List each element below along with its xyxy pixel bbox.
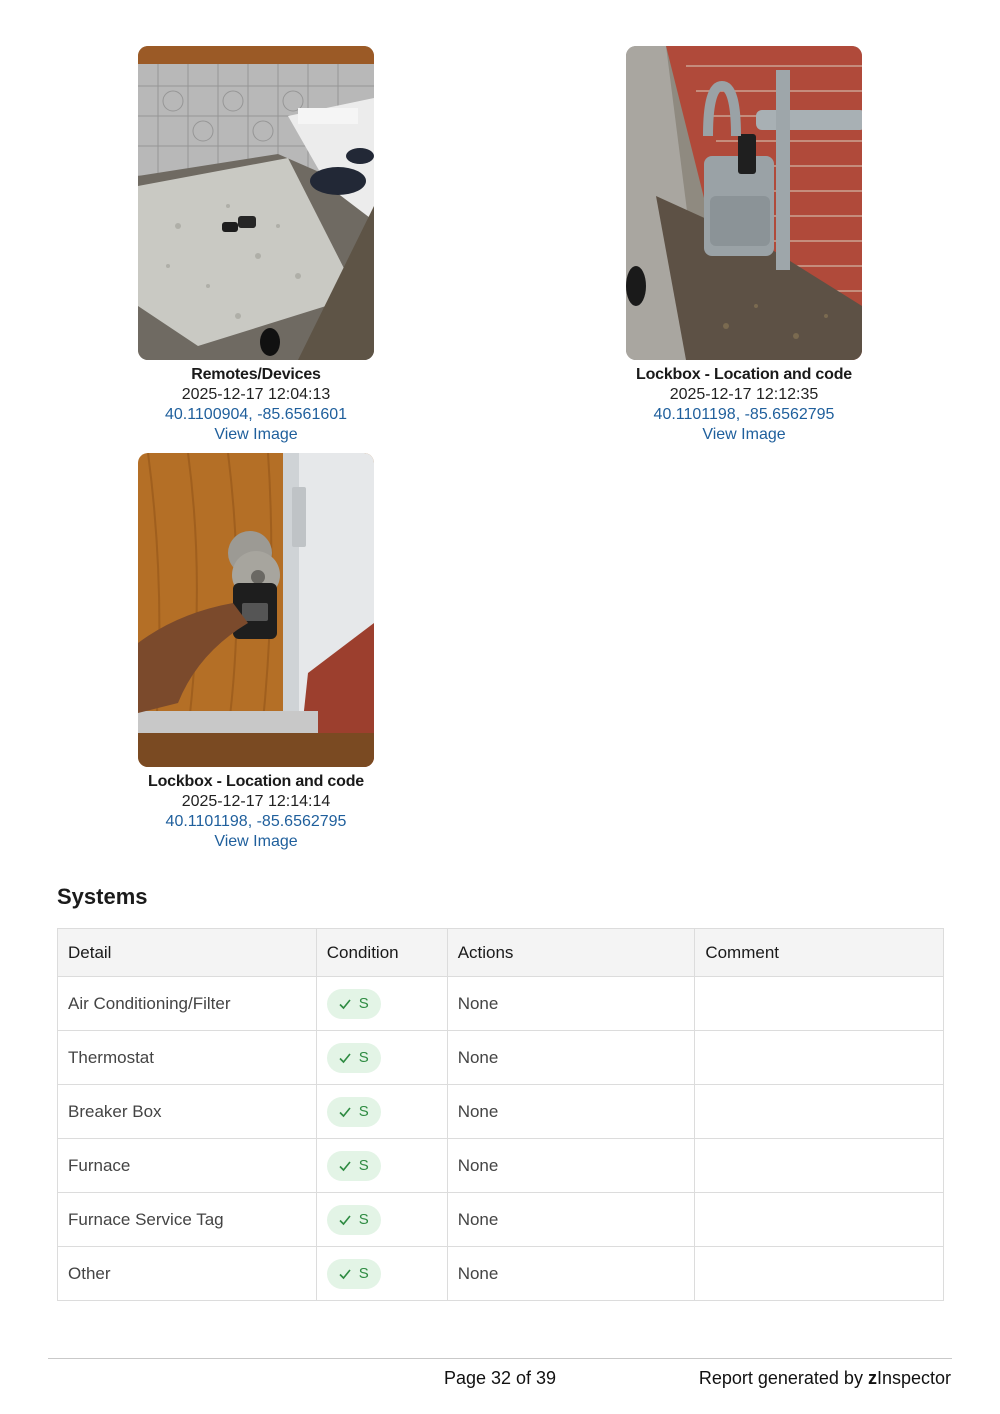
condition-cell [316, 1193, 447, 1247]
condition-cell [316, 977, 447, 1031]
condition-label: S [358, 1265, 369, 1282]
systems-table [57, 928, 944, 1301]
column-header: Actions [447, 929, 695, 977]
photo-timestamp: 2025-12-17 12:04:13 [181, 386, 331, 403]
actions-cell: None [447, 1139, 695, 1193]
photo-title: Remotes/Devices [191, 366, 321, 383]
detail-cell: Air Conditioning/Filter [58, 977, 317, 1031]
column-header: Condition [316, 929, 447, 977]
check-icon [339, 1106, 351, 1118]
condition-cell [316, 1139, 447, 1193]
condition-badge [327, 1151, 381, 1181]
table-row [58, 977, 944, 1031]
photo-card [138, 453, 374, 852]
condition-badge [327, 1097, 381, 1127]
condition-badge [327, 1205, 381, 1235]
comment-cell [695, 1031, 944, 1085]
table-row [58, 1031, 944, 1085]
generated-prefix: Report generated by [698, 1368, 868, 1388]
comment-cell [695, 1085, 944, 1139]
photo-card [138, 46, 374, 445]
actions-cell: None [447, 1247, 695, 1301]
comment-cell [695, 977, 944, 1031]
brand-bold: z [867, 1368, 877, 1388]
photo-title: Lockbox - Location and code [636, 366, 852, 383]
column-header: Detail [58, 929, 317, 977]
condition-badge [327, 1043, 381, 1073]
comment-cell [695, 1139, 944, 1193]
table-row [58, 1085, 944, 1139]
page-number: Page 32 of 39 [443, 1368, 557, 1388]
condition-label: S [358, 1049, 369, 1066]
photo-card [626, 46, 862, 445]
generated-by [699, 1368, 951, 1389]
table-row [58, 1139, 944, 1193]
comment-cell [695, 1247, 944, 1301]
brand-rest: Inspector [876, 1368, 951, 1388]
actions-cell: None [447, 1031, 695, 1085]
condition-cell [316, 1247, 447, 1301]
check-icon [339, 1052, 351, 1064]
condition-label: S [358, 995, 369, 1012]
detail-cell: Breaker Box [58, 1085, 317, 1139]
condition-cell [316, 1085, 447, 1139]
condition-label: S [358, 1103, 369, 1120]
check-icon [339, 1160, 351, 1172]
footer-divider [48, 1358, 952, 1359]
photo-coords-link[interactable]: 40.1100904, -85.6561601 [164, 406, 348, 423]
column-header: Comment [695, 929, 944, 977]
view-image-link[interactable]: View Image [214, 833, 298, 850]
photo-timestamp: 2025-12-17 12:12:35 [669, 386, 819, 403]
condition-badge [327, 989, 381, 1019]
view-image-link[interactable]: View Image [214, 426, 298, 443]
table-row [58, 1247, 944, 1301]
section-title: Systems [57, 884, 148, 909]
photo-lockbox-door[interactable] [138, 453, 374, 767]
comment-cell [695, 1193, 944, 1247]
photo-remotes[interactable] [138, 46, 374, 360]
actions-cell: None [447, 977, 695, 1031]
detail-cell: Thermostat [58, 1031, 317, 1085]
photo-coords-link[interactable]: 40.1101198, -85.6562795 [653, 406, 835, 423]
check-icon [339, 998, 351, 1010]
detail-cell: Furnace Service Tag [58, 1193, 317, 1247]
actions-cell: None [447, 1085, 695, 1139]
condition-label: S [358, 1211, 369, 1228]
condition-badge [327, 1259, 381, 1289]
photo-coords-link[interactable]: 40.1101198, -85.6562795 [165, 813, 347, 830]
view-image-link[interactable]: View Image [702, 426, 786, 443]
detail-cell: Furnace [58, 1139, 317, 1193]
actions-cell: None [447, 1193, 695, 1247]
table-row [58, 1193, 944, 1247]
condition-label: S [358, 1157, 369, 1174]
check-icon [339, 1214, 351, 1226]
condition-cell [316, 1031, 447, 1085]
photo-timestamp: 2025-12-17 12:14:14 [181, 793, 331, 810]
check-icon [339, 1268, 351, 1280]
photo-title: Lockbox - Location and code [148, 773, 364, 790]
detail-cell: Other [58, 1247, 317, 1301]
table-header-row [58, 929, 944, 977]
photo-lockbox-meter[interactable] [626, 46, 862, 360]
